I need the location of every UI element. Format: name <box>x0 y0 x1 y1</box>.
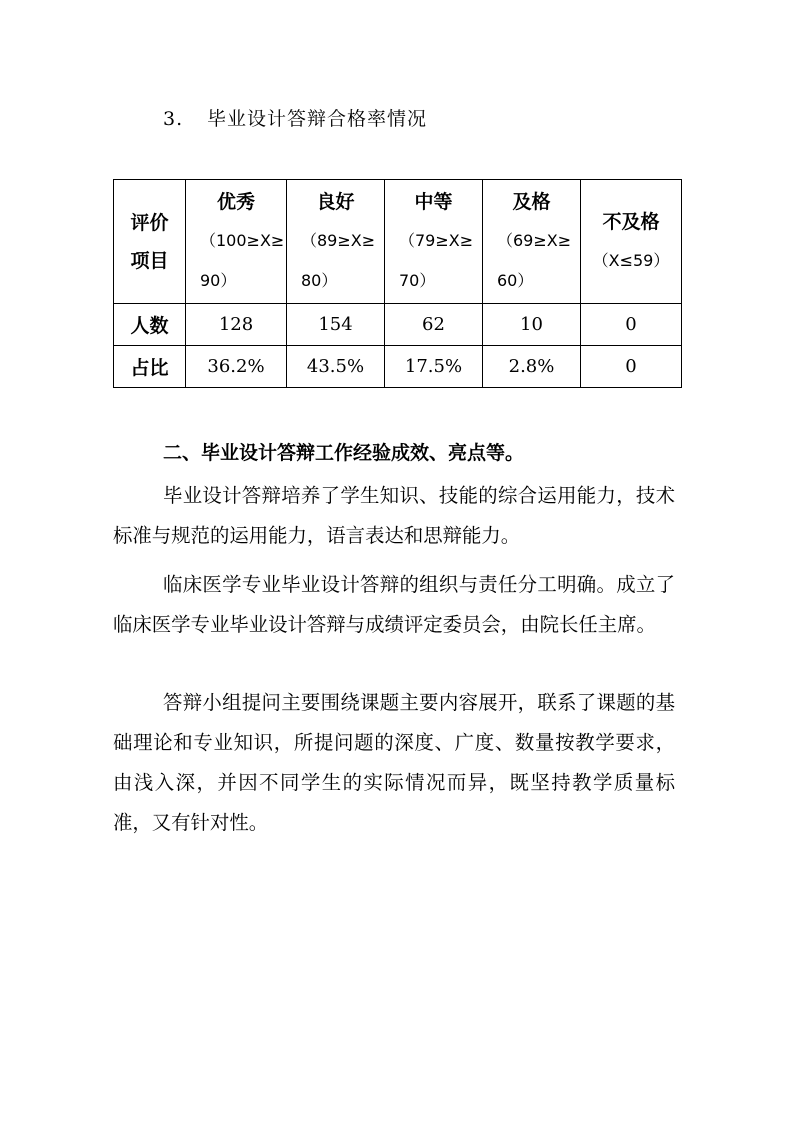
cell-count-good: 154 <box>287 304 385 346</box>
grade-header-medium <box>385 180 483 304</box>
row-header-label: 评价项目 <box>130 211 169 272</box>
cell-ratio-excellent: 36.2% <box>186 346 287 388</box>
cell-ratio-medium: 17.5% <box>385 346 483 388</box>
grade-header-pass <box>483 180 581 304</box>
grade-header-fail <box>581 180 682 304</box>
cell-count-medium: 62 <box>385 304 483 346</box>
grade-header-good <box>287 180 385 304</box>
grade-range: （79≥X≥70） <box>399 230 474 290</box>
cell-ratio-good: 43.5% <box>287 346 385 388</box>
table-row-ratio <box>114 346 682 388</box>
grade-range: （100≥X≥90） <box>200 230 285 290</box>
row-header-cell <box>114 180 186 304</box>
grade-name: 优秀 <box>216 190 255 213</box>
paragraph-3: 答辩小组提问主要围绕课题主要内容展开，联系了课题的基础理论和专业知识，所提问题的深度、广度、数量按教学要求，由浅入深，并因不同学生的实际情况而异，既坚持教学质量标准，又有针对性。 <box>113 691 675 834</box>
grade-range: （69≥X≥60） <box>497 230 572 290</box>
section-title <box>163 104 427 131</box>
grade-range: （89≥X≥80） <box>301 230 376 290</box>
grade-name: 良好 <box>316 190 355 213</box>
table-header-row <box>114 180 682 304</box>
pass-rate-table <box>113 179 682 388</box>
section-heading-2: 二、毕业设计答辩工作经验成效、亮点等。 <box>163 442 525 464</box>
cell-count-pass: 10 <box>483 304 581 346</box>
table-row-count <box>114 304 682 346</box>
row-label-count: 人数 <box>114 304 186 346</box>
section-title-text: 毕业设计答辩合格率情况 <box>207 108 428 130</box>
grade-name: 不及格 <box>602 210 660 233</box>
section-number: 3. <box>163 108 184 130</box>
grade-range: （X≤59） <box>592 250 670 270</box>
grade-name: 及格 <box>512 190 551 213</box>
paragraph-2: 临床医学专业毕业设计答辩的组织与责任分工明确。成立了临床医学专业毕业设计答辩与成绩评定委员会，由院长任主席。 <box>113 573 675 636</box>
row-label-ratio: 占比 <box>114 346 186 388</box>
grade-name: 中等 <box>414 190 453 213</box>
cell-count-fail: 0 <box>581 304 682 346</box>
cell-ratio-fail: 0 <box>581 346 682 388</box>
grade-header-excellent <box>186 180 287 304</box>
paragraph-1: 毕业设计答辩培养了学生知识、技能的综合运用能力，技术标准与规范的运用能力，语言表达和思辩能力。 <box>113 484 675 547</box>
cell-count-excellent: 128 <box>186 304 287 346</box>
cell-ratio-pass: 2.8% <box>483 346 581 388</box>
